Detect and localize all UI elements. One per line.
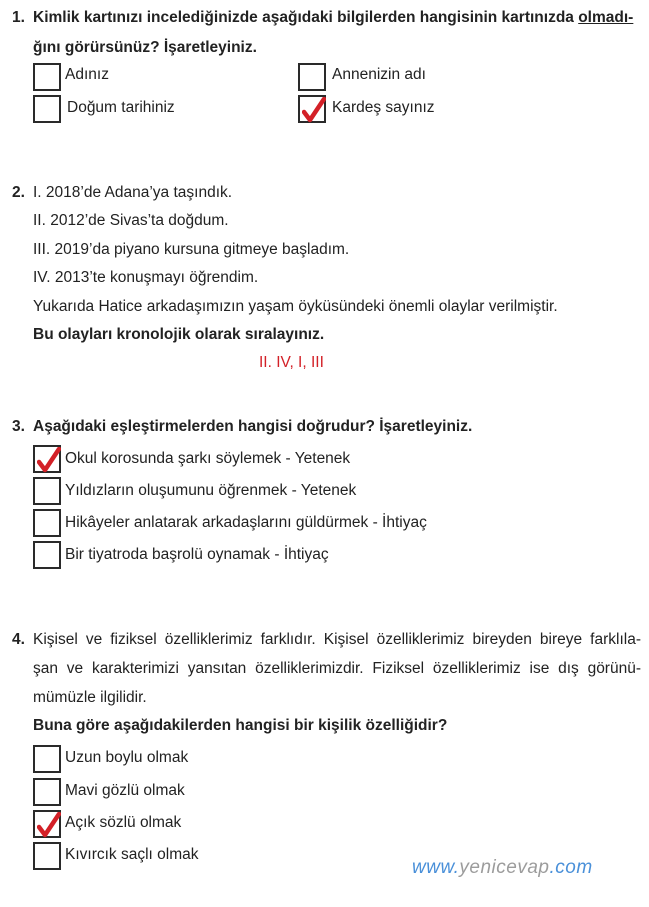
checkbox-kivircik-sacli[interactable] <box>33 842 61 870</box>
paragraph-line: şan ve karakterimizi yansıtan özelliklerimizdir. Fiziksel özelliklerimiz ise dış görünü- <box>33 660 641 677</box>
checkbox-kardes-sayiniz[interactable] <box>298 95 326 123</box>
option-label: Doğum tarihiniz <box>67 99 175 116</box>
option-label: Açık sözlü olmak <box>65 814 182 831</box>
option-label: Mavi gözlü olmak <box>65 782 185 799</box>
question-text: Kimlik kartınızı incelediğinizde aşağıdaki bilgilerden hangisinin kartınızda olmadı- <box>33 9 634 26</box>
question-text: Buna göre aşağıdakilerden hangisi bir kişilik özelliğidir? <box>33 717 448 734</box>
event-line: III. 2019’da piyano kursuna gitmeye başladım. <box>33 241 350 258</box>
checkmark-icon <box>302 97 326 123</box>
checkmark-icon <box>37 447 61 473</box>
option-label: Yıldızların oluşumunu öğrenmek - Yetenek <box>65 482 357 499</box>
question-number: 3. <box>12 418 25 435</box>
option-label: Adınız <box>65 66 109 83</box>
option-label: Uzun boylu olmak <box>65 749 189 766</box>
checkbox-tiyatro[interactable] <box>33 541 61 569</box>
question-number: 4. <box>12 631 25 648</box>
question-number: 2. <box>12 184 25 201</box>
option-label: Hikâyeler anlatarak arkadaşlarını güldürmek - İhtiyaç <box>65 514 427 531</box>
checkbox-okul-korosu[interactable] <box>33 445 61 473</box>
question-text: Aşağıdaki eşleştirmelerden hangisi doğrudur? İşaretleyiniz. <box>33 418 473 435</box>
question-text-line-2: ğını görürsünüz? İşaretleyiniz. <box>33 39 257 56</box>
underlined-word: olmadı- <box>578 9 634 26</box>
answer-text: II. IV, I, III <box>259 354 324 371</box>
option-label: Kardeş sayınız <box>332 99 435 116</box>
option-label: Annenizin adı <box>332 66 426 83</box>
checkmark-icon <box>37 812 61 838</box>
instruction-text: Bu olayları kronolojik olarak sıralayınız. <box>33 326 325 343</box>
option-label: Bir tiyatroda başrolü oynamak - İhtiyaç <box>65 546 329 563</box>
checkbox-dogum-tarihiniz[interactable] <box>33 95 61 123</box>
event-line: IV. 2013’te konuşmayı öğrendim. <box>33 269 259 286</box>
watermark-logo: www.yenicevap.com <box>412 857 593 878</box>
event-line: II. 2012’de Sivas’ta doğdum. <box>33 212 229 229</box>
description-line: Yukarıda Hatice arkadaşımızın yaşam öyküsündeki önemli olaylar verilmiştir. <box>33 298 558 315</box>
paragraph-line: Kişisel ve fiziksel özelliklerimiz farklıdır. Kişisel özelliklerimiz bireyden bireye farklıla- <box>33 631 641 648</box>
checkbox-adiniz[interactable] <box>33 63 61 91</box>
checkbox-yildizlar[interactable] <box>33 477 61 505</box>
option-label: Okul korosunda şarkı söylemek - Yetenek <box>65 450 351 467</box>
checkbox-annenizin-adi[interactable] <box>298 63 326 91</box>
paragraph-line: mümüzle ilgilidir. <box>33 689 147 706</box>
checkbox-mavi-gozlu[interactable] <box>33 778 61 806</box>
checkbox-hikayeler[interactable] <box>33 509 61 537</box>
option-label: Kıvırcık saçlı olmak <box>65 846 199 863</box>
checkbox-uzun-boylu[interactable] <box>33 745 61 773</box>
question-number: 1. <box>12 9 25 26</box>
event-line: I. 2018’de Adana’ya taşındık. <box>33 184 233 201</box>
checkbox-acik-sozlu[interactable] <box>33 810 61 838</box>
